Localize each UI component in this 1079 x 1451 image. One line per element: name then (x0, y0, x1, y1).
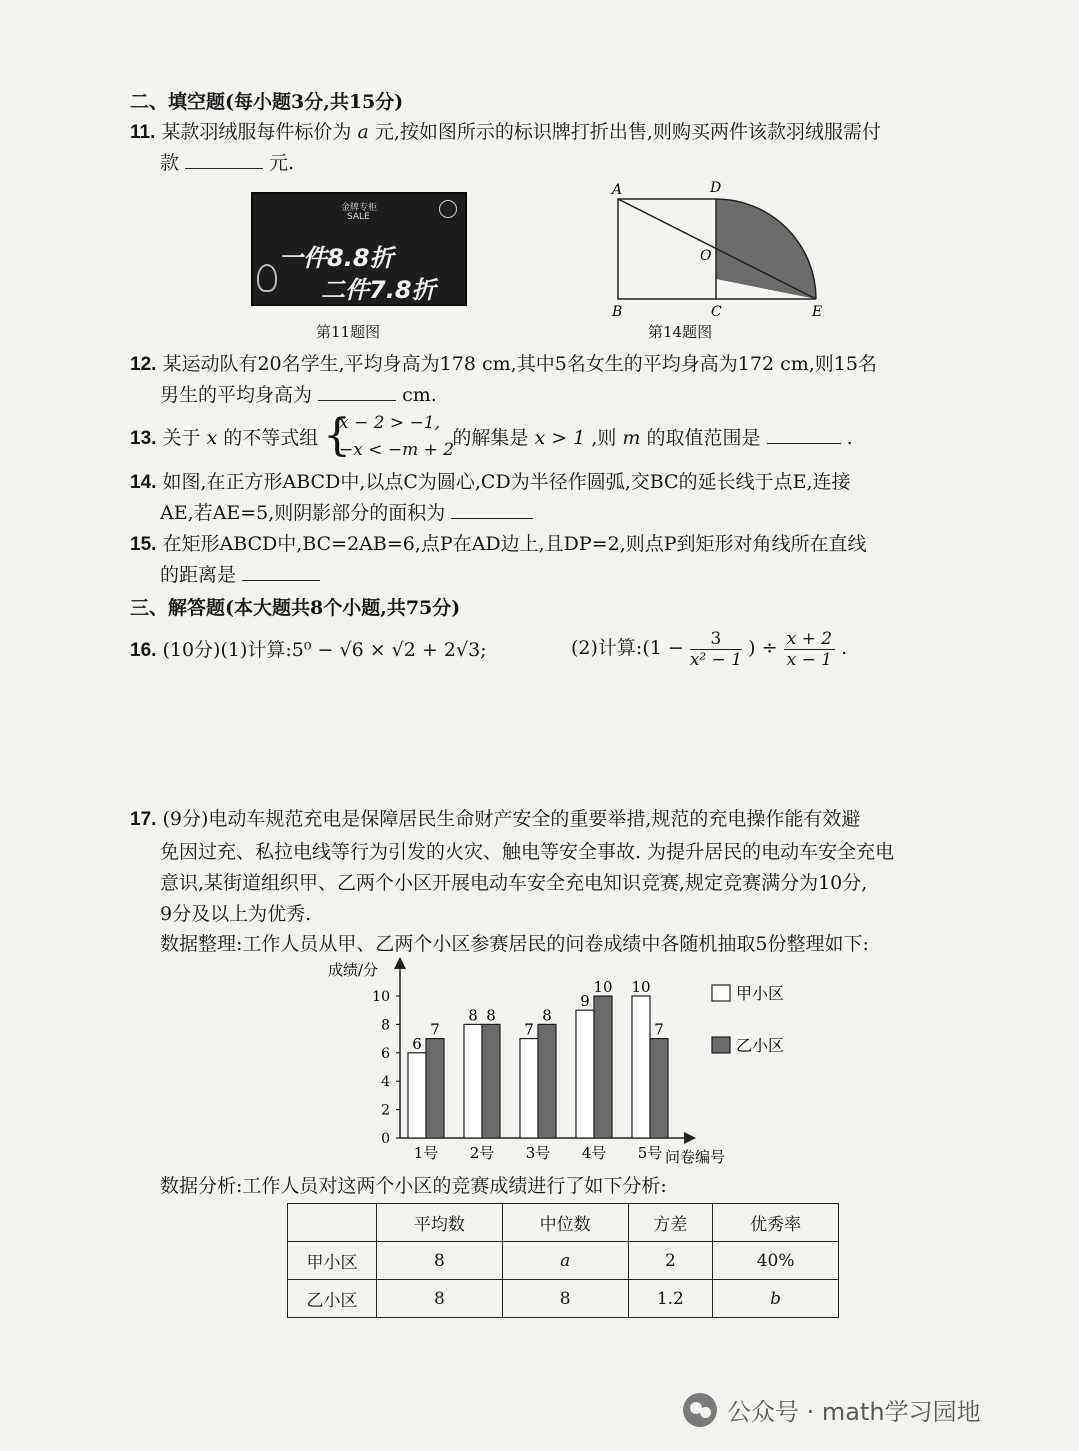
q15-line1 (130, 532, 867, 557)
q14-geometry-figure (600, 178, 840, 318)
q12-text3: cm. (402, 384, 437, 406)
bar-value-label: 10 (593, 978, 613, 996)
bar-value-label: 6 (412, 1034, 422, 1053)
bar-value-label: 8 (542, 1006, 552, 1025)
y-tick-label: 4 (381, 1074, 390, 1091)
q14-text2: AE,若AE=5,则阴影部分的面积为 (160, 502, 446, 524)
table-cell: 甲小区 (288, 1242, 377, 1280)
bar-yi (426, 1039, 444, 1138)
bar-jia (520, 1039, 538, 1138)
label-a: A (612, 182, 623, 198)
table-cell: 40% (713, 1242, 839, 1280)
q11-text2: 元,按如图所示的标识牌打折出售,则购买两件该款羽绒服需付 (374, 121, 881, 143)
bar-value-label: 8 (468, 1006, 478, 1025)
q11-answer-blank[interactable] (185, 150, 263, 169)
y-tick-label: 6 (381, 1045, 390, 1062)
q13-text5: 的取值范围是 (646, 427, 761, 449)
y-tick-label: 2 (381, 1102, 390, 1119)
q16-frac2-den: x − 1 (786, 649, 833, 670)
q16-fraction-2 (784, 629, 835, 670)
x-tick-label: 4号 (581, 1144, 607, 1162)
bar-value-label: 9 (580, 992, 590, 1011)
table-header-row (288, 1204, 839, 1242)
q11-text1: 某款羽绒服每件标价为 (161, 121, 352, 143)
q17-line3: 意识,某街道组织甲、乙两个小区开展电动车安全充电知识竞赛,规定竞赛满分为10分, (160, 872, 868, 894)
x-tick-label: 5号 (637, 1144, 663, 1162)
q12-line2 (160, 382, 437, 407)
bar-jia (576, 1010, 594, 1138)
q13-brace-icon: { (323, 410, 351, 461)
q11-figure-caption: 第11题图 (316, 323, 381, 341)
table-cell: 乙小区 (288, 1280, 377, 1318)
q13-ineq1: x − 2 > −1, (339, 413, 440, 433)
q11-text3: 款 (160, 152, 180, 174)
q16-frac1-den: x² − 1 (689, 649, 743, 670)
q11-line1 (130, 120, 881, 145)
q13-text4: ,则 (591, 427, 617, 449)
sign-top-text: 金牌专柜 (341, 203, 378, 213)
q13-text1: 关于 (162, 427, 201, 449)
legend-swatch-jia (712, 985, 730, 1001)
q14-number: 14. (130, 472, 157, 493)
legend-swatch-yi (712, 1037, 730, 1053)
bar-yi (594, 996, 612, 1138)
y-tick-label: 10 (372, 989, 390, 1005)
sign-badge-icon (439, 200, 457, 218)
label-e: E (812, 304, 823, 318)
table-header: 平均数 (377, 1204, 503, 1242)
q13-line (130, 425, 853, 451)
bar-value-label: 10 (631, 978, 651, 996)
legend-label-yi: 乙小区 (736, 1036, 785, 1055)
q12-answer-blank[interactable] (318, 382, 396, 401)
section-heading-answer: 三、解答题(本大题共8个小题,共75分) (130, 597, 461, 619)
q16-part2-pre: (2)计算:(1 − (571, 637, 684, 659)
q13-number: 13. (130, 428, 157, 449)
table-header: 优秀率 (713, 1204, 839, 1242)
bar-yi (482, 1024, 500, 1138)
q12-number: 12. (130, 354, 157, 375)
table-cell: 1.2 (628, 1280, 713, 1318)
x-tick-label: 3号 (525, 1144, 551, 1162)
table-header: 方差 (628, 1204, 713, 1242)
q15-number: 15. (130, 534, 157, 555)
bar-value-label: 7 (524, 1020, 534, 1039)
table-cell: 2 (628, 1242, 713, 1280)
bar-value-label: 7 (430, 1020, 440, 1039)
q17-data-org: 数据整理:工作人员从甲、乙两个小区参赛居民的问卷成绩中各随机抽取5份整理如下: (160, 933, 869, 955)
q13-x: x (206, 427, 218, 449)
q12-text1: 某运动队有20名学生,平均身高为178 cm,其中5名女生的平均身高为172 cm,则15名 (162, 353, 877, 375)
bar-value-label: 7 (654, 1020, 664, 1039)
sale-sign-figure (251, 192, 467, 306)
q16-part1 (130, 638, 487, 663)
table-cell: 8 (502, 1280, 628, 1318)
q16-part2-mid: ) ÷ (748, 637, 778, 659)
y-tick-label: 8 (381, 1017, 390, 1034)
table-cell: a (502, 1242, 628, 1280)
q15-line2 (160, 562, 320, 587)
q16-part2-end: . (841, 637, 848, 659)
q17-data-analysis: 数据分析:工作人员对这两个小区的竞赛成绩进行了如下分析: (160, 1175, 667, 1197)
q11-text4: 元. (269, 152, 295, 174)
wechat-logo-icon (683, 1393, 717, 1427)
sign-line1: 一件8.8折 (279, 244, 394, 272)
q12-line1 (130, 352, 877, 377)
q14-figure-caption: 第14题图 (648, 323, 713, 341)
bar-yi (650, 1039, 668, 1138)
table-header (288, 1204, 377, 1242)
legend-label-jia: 甲小区 (736, 984, 785, 1003)
sign-sale-text: SALE (347, 212, 370, 222)
table-row (288, 1280, 839, 1318)
q11-line2 (160, 150, 294, 175)
x-tick-label: 1号 (413, 1144, 439, 1162)
q11-number: 11. (130, 122, 156, 143)
q17-number: 17. (130, 809, 157, 830)
q11-var: a (357, 121, 369, 143)
section-heading-fill-blank: 二、填空题(每小题3分,共15分) (130, 91, 404, 113)
q14-answer-blank[interactable] (451, 500, 533, 519)
x-tick-label: 2号 (469, 1144, 495, 1162)
sign-line2: 二件7.8折 (321, 276, 436, 304)
q17-line1-text: (9分)电动车规范充电是保障居民生命财产安全的重要举措,规范的充电操作能有效避 (162, 808, 861, 830)
watermark-text: 公众号 · math学习园地 (727, 1398, 981, 1426)
q17-line2: 免因过充、私拉电线等行为引发的火灾、触电等安全事故. 为提升居民的电动车安全充电 (160, 841, 895, 863)
q12-text2: 男生的平均身高为 (160, 384, 313, 406)
q17-line4: 9分及以上为优秀. (160, 903, 312, 925)
bar-value-label: 8 (486, 1006, 496, 1025)
q15-text2: 的距离是 (160, 564, 237, 586)
label-b: B (612, 304, 623, 318)
bar-jia (632, 996, 650, 1138)
q16-frac1-num: 3 (690, 629, 742, 650)
label-o: O (700, 248, 712, 264)
y-axis-label: 成绩/分 (328, 961, 379, 979)
q13-text3: 的解集是 (452, 427, 529, 449)
table-cell: b (713, 1280, 839, 1318)
bar-jia (464, 1024, 482, 1138)
q14-text1: 如图,在正方形ABCD中,以点C为圆心,CD为半径作圆弧,交BC的延长线于点E,连接 (162, 471, 851, 493)
q13-m: m (622, 427, 641, 449)
q14-line2 (160, 500, 533, 525)
q16-fraction-1 (690, 629, 742, 670)
q15-text1: 在矩形ABCD中,BC=2AB=6,点P在AD边上,且DP=2,则点P到矩形对角线所在直线 (162, 533, 867, 555)
q17-line1 (130, 807, 860, 832)
label-d: D (710, 180, 722, 196)
q13-answer-blank[interactable] (767, 425, 841, 444)
q13-ineq2: −x < −m + 2 (339, 440, 455, 460)
sign-decoration-icon (257, 264, 277, 292)
q13-end: . (846, 427, 853, 449)
table-row (288, 1242, 839, 1280)
q13-solution: x > 1 (534, 427, 586, 449)
y-tick-label: 0 (381, 1131, 390, 1147)
table-cell: 8 (377, 1242, 503, 1280)
q16-number: 16. (130, 640, 157, 661)
bar-yi (538, 1024, 556, 1138)
label-c: C (711, 304, 722, 318)
watermark (683, 1392, 981, 1427)
q13-text2: 的不等式组 (223, 427, 319, 449)
q15-answer-blank[interactable] (242, 562, 320, 581)
bar-chart (320, 955, 800, 1170)
q14-line1 (130, 470, 851, 495)
q16-frac2-num: x + 2 (784, 629, 835, 650)
x-axis-label: 问卷编号 (665, 1148, 726, 1166)
q16-part1-text: (10分)(1)计算:5⁰ − √6 × √2 + 2√3; (162, 639, 487, 661)
results-table (287, 1203, 839, 1318)
q16-part2 (571, 624, 847, 672)
table-header: 中位数 (502, 1204, 628, 1242)
bar-jia (408, 1053, 426, 1138)
table-cell: 8 (377, 1280, 503, 1318)
